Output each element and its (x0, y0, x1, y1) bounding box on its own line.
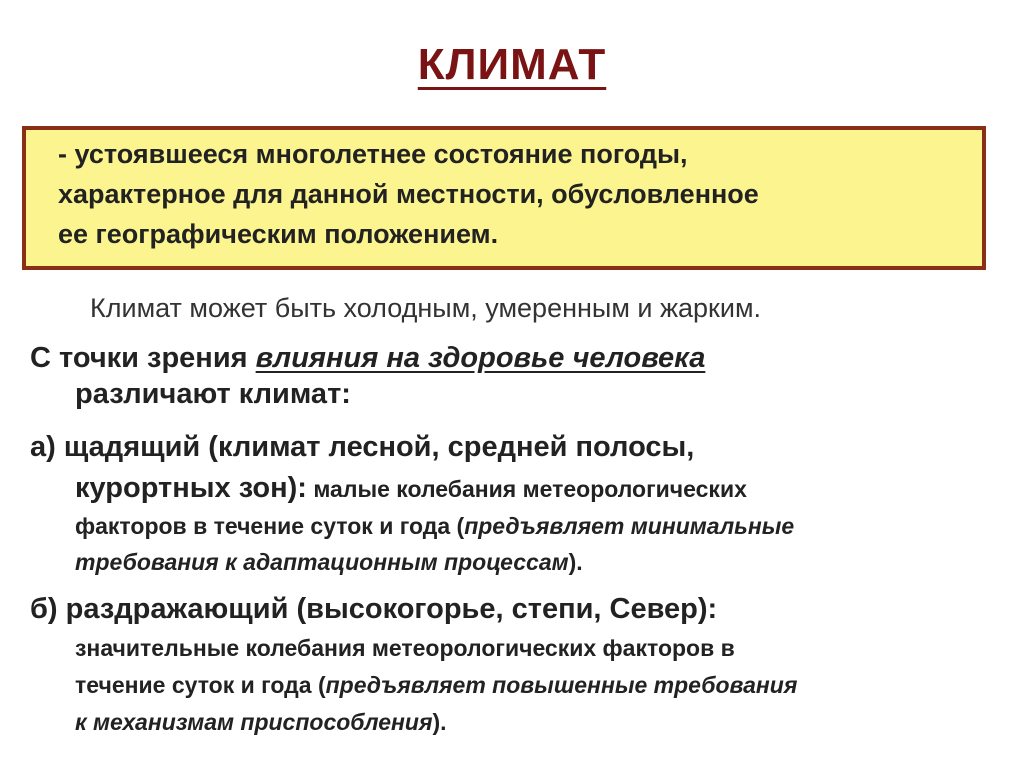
health-intro-emphasis: влияния на здоровье человека (255, 342, 706, 374)
item-a-line3-prefix: факторов в течение суток и года ( (75, 513, 465, 539)
item-b-line4 (30, 704, 1000, 741)
title-text: КЛИМАТ (417, 40, 607, 89)
item-b-line4-suffix: ). (432, 709, 447, 735)
health-intro-line1 (30, 340, 1000, 376)
item-a-line2-big: курортных зон): (75, 472, 307, 504)
item-a-line4 (30, 544, 1000, 580)
definition-line: ее географическим положением. (58, 219, 499, 249)
slide-title (0, 40, 1024, 90)
item-a-line4-suffix: ). (568, 549, 583, 575)
health-intro-line2: различают климат: (75, 378, 351, 410)
definition-line: - устоявшееся многолетнее состояние погоды, (58, 139, 688, 169)
health-intro (30, 340, 1000, 412)
item-a-line2 (30, 468, 1000, 508)
item-b-line3-italic: предъявляет повышенные требования (325, 672, 798, 698)
item-b-line3-prefix: течение суток и года ( (75, 672, 326, 698)
item-a (30, 426, 1000, 580)
item-a-line1: а) щадящий (климат лесной, средней полосы, (30, 431, 695, 463)
definition-line: характерное для данной местности, обусловленное (58, 179, 759, 209)
item-b (30, 588, 1000, 741)
item-a-line2-small: малые колебания метеорологических (306, 476, 747, 502)
item-a-line3 (30, 508, 1000, 544)
item-b-line2: значительные колебания метеорологических факторов в (75, 635, 735, 661)
health-intro-prefix: С точки зрения (30, 342, 256, 374)
climate-types-statement: Климат может быть холодным, умеренным и жарким. (90, 293, 762, 323)
item-a-line3-italic: предъявляет минимальные (464, 513, 795, 539)
item-b-line4-italic: к механизмам приспособления (75, 709, 433, 735)
definition-text (58, 134, 978, 254)
item-b-line1: б) раздражающий (высокогорье, степи, Север): (30, 593, 718, 625)
item-a-line4-italic: требования к адаптационным процессам (75, 549, 569, 575)
item-b-line3 (30, 667, 1000, 704)
